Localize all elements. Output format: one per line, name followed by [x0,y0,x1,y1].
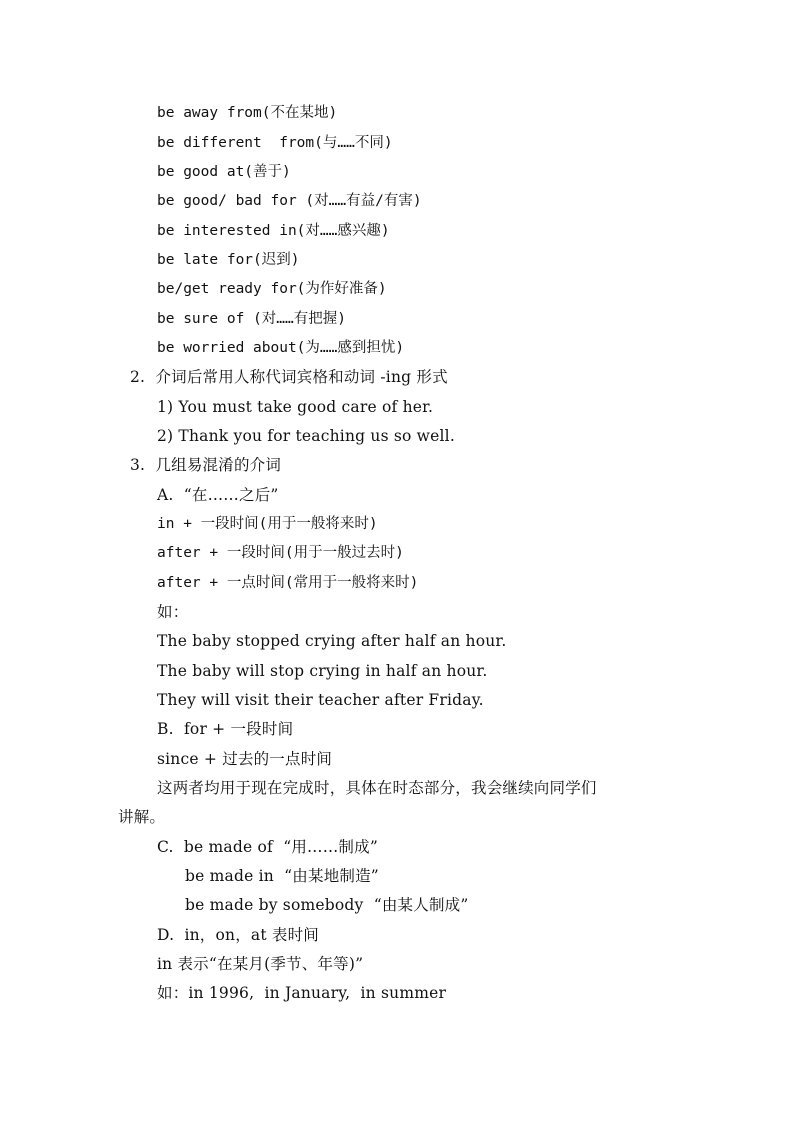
rule-in-period: in + 一段时间(用于一般将来时) [157,516,378,532]
subsection-d-heading: D. in，on，at 表时间 [157,926,320,944]
phrase-be-away-from: be away from(不在某地) [157,105,338,121]
phrase-be-different-from: be different from(与……不同) [157,135,393,151]
rule-after-period: after + 一段时间(用于一般过去时) [157,545,404,561]
phrase-be-interested-in: be interested in(对……感兴趣) [157,223,390,239]
phrase-be-worried-about: be worried about(为……感到担忧) [157,340,405,356]
example-sentence-1: 1) You must take good care of her. [157,398,434,416]
example-label: 如： [157,603,189,621]
subsection-a-heading: A. “在……之后” [157,486,279,504]
example-visit-teacher: They will visit their teacher after Friday. [157,691,484,709]
paragraph-present-perfect: 这两者均用于现在完成时，具体在时态部分，我会继续向同学们 [157,779,597,797]
section-2-heading: 2. 介词后常用人称代词宾格和动词 -ing 形式 [130,368,448,386]
phrase-be-good-at: be good at(善于) [157,164,291,180]
example-sentence-2: 2) Thank you for teaching us so well. [157,427,455,445]
rule-in-month: in 表示“在某月(季节、年等)” [157,955,364,973]
phrase-be-get-ready-for: be/get ready for(为作好准备) [157,281,387,297]
example-baby-stopped: The baby stopped crying after half an hour. [157,632,507,650]
rule-be-made-in: be made in “由某地制造” [185,867,379,885]
rule-after-point: after + 一点时间(常用于一般将来时) [157,575,419,591]
rule-be-made-by: be made by somebody “由某人制成” [185,896,469,914]
phrase-be-late-for: be late for(迟到) [157,252,300,268]
phrase-be-good-bad-for: be good/ bad for (对……有益/有害) [157,193,422,209]
subsection-b-heading: B. for + 一段时间 [157,720,294,738]
subsection-c-heading: C. be made of “用……制成” [157,838,378,856]
rule-since: since + 过去的一点时间 [157,750,333,768]
example-baby-will-stop: The baby will stop crying in half an hour. [157,662,488,680]
example-in-dates: 如：in 1996, in January, in summer [157,984,447,1002]
phrase-be-sure-of: be sure of (对……有把握) [157,311,346,327]
paragraph-continuation: 讲解。 [118,808,166,826]
section-3-heading: 3. 几组易混淆的介词 [130,456,282,474]
